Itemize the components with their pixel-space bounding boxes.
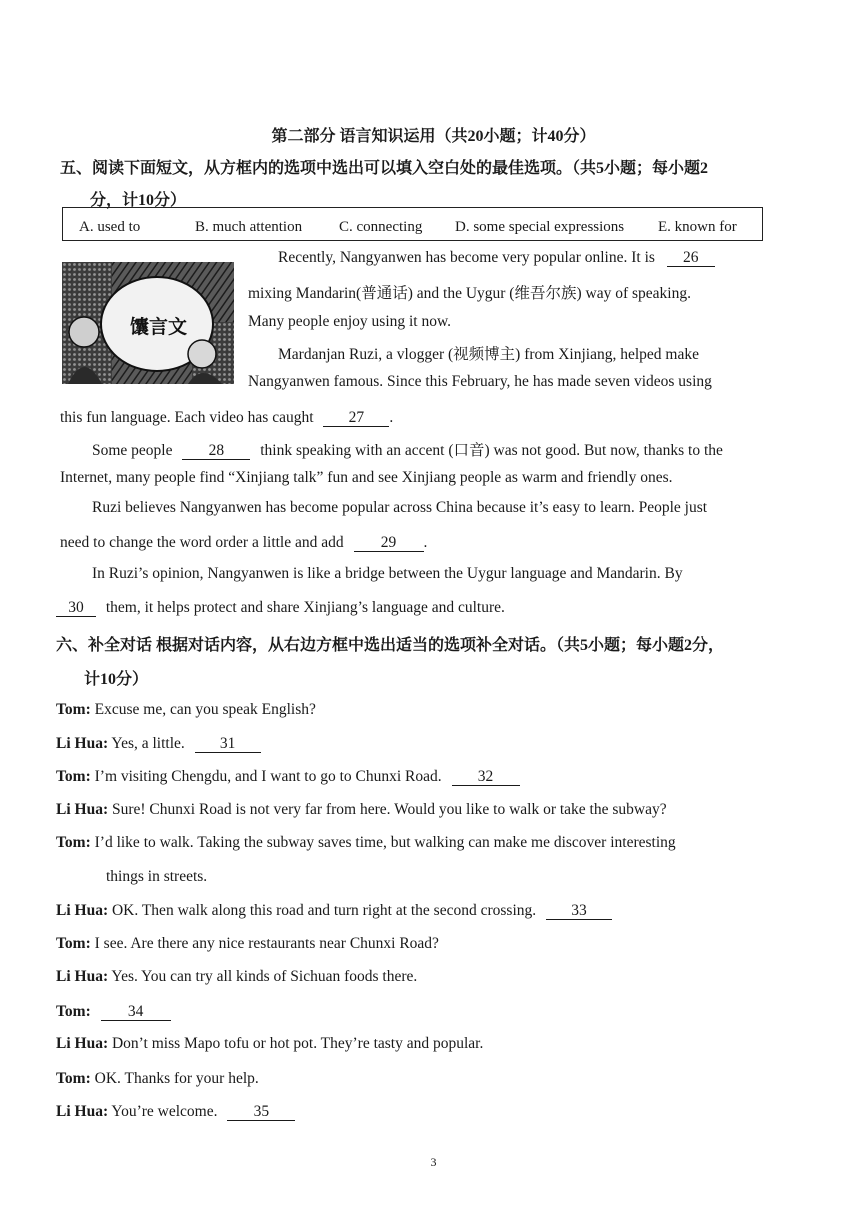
passage-line: need to change the word order a little and add 29 . [60,534,428,551]
passage-line: Ruzi believes Nangyanwen has become popular across China because it’s easy to learn. People just [92,499,708,516]
dialogue-text: Yes. You can try all kinds of Sichuan foods there. [111,968,418,985]
blank-33: 33 [546,903,612,920]
speaker-label: Li Hua: [56,1035,109,1052]
options-box [62,207,763,241]
section6-heading-cont: 计10分） [84,671,149,688]
passage-text: Some people [92,442,173,459]
passage-text: Recently, Nangyanwen has become very popular online. It is [278,249,655,266]
part-title: 第二部分 语言知识运用（共20小题；计40分） [271,128,596,145]
page-number: 3 [430,1155,437,1169]
option-e: E. known for [658,219,737,235]
option-d: D. some special expressions [455,219,625,235]
dialogue-text: OK. Thanks for your help. [94,1070,259,1087]
dialogue-text: I’d like to walk. Taking the subway saves time, but walking can make me discover interesting [94,834,676,851]
nangyanwen-illustration [62,262,234,384]
passage-text: them, it helps protect and share Xinjiang’s language and culture. [105,599,505,616]
dialogue-line [56,735,261,753]
speaker-label: Li Hua: [56,968,109,985]
option-b: B. much attention [195,219,303,235]
dialogue-text: You’re welcome. [111,1103,218,1120]
dialogue-line [56,701,316,719]
blank-32: 32 [452,769,520,786]
option-a: A. used to [79,219,141,235]
dialogue-line [56,834,676,852]
dialogue-line [56,1003,171,1021]
dialogue-text: Don’t miss Mapo tofu or hot pot. They’re tasty and popular. [111,1035,484,1052]
blank-27: 27 [323,410,389,427]
speaker-label: Tom: [56,701,91,718]
passage-line: Nangyanwen famous. Since this February, he has made seven videos using [248,373,712,390]
speaker-label: Li Hua: [56,735,109,752]
blank-28: 28 [182,443,250,460]
passage-line [92,438,723,460]
illustration-caption: 馕言文 [130,316,188,338]
dialogue-text: I’m visiting Chengdu, and I want to go to Chunxi Road. [94,768,442,785]
passage-line: In Ruzi’s opinion, Nangyanwen is like a bridge between the Uygur language and Mandarin. By [92,565,683,582]
speaker-label: Tom: [56,1070,91,1087]
passage-line: this fun language. Each video has caught 27 . [60,409,394,426]
blank-34: 34 [101,1004,171,1021]
blank-26: 26 [667,250,715,267]
speaker-label: Li Hua: [56,902,109,919]
blank-31: 31 [195,736,261,753]
dialogue-text: Yes, a little. [111,735,185,752]
dialogue-text: OK. Then walk along this road and turn right at the second crossing. [111,902,537,919]
passage-line: Many people enjoy using it now. [248,313,452,330]
passage-text: think speaking with an accent (口音) was not good. But now, thanks to the [260,442,723,459]
dialogue-text: Sure! Chunxi Road is not very far from here. Would you like to walk or take the subway? [111,801,667,818]
speaker-label: Tom: [56,768,91,785]
dialogue-line [56,768,520,786]
dialogue-text: Excuse me, can you speak English? [94,701,316,718]
speaker-label: Tom: [56,1003,91,1020]
speaker-label: Tom: [56,935,91,952]
dialogue-line [56,1103,295,1121]
dialogue-line [56,935,439,953]
dialogue-line-cont: things in streets. [106,868,208,885]
dialogue-line [56,1035,483,1053]
blank-30: 30 [56,600,96,617]
speaker-label: Li Hua: [56,801,109,818]
passage-line [56,599,505,617]
speaker-label: Li Hua: [56,1103,109,1120]
passage-line: Mardanjan Ruzi, a vlogger (视频博主) from Xinjiang, helped make [278,346,699,363]
blank-29: 29 [354,535,424,552]
section5-heading-cont: 分，计10分） [90,192,187,209]
dialogue-line [56,801,667,819]
section6-heading: 六、补全对话 根据对话内容，从右边方框中选出适当的选项补全对话。（共5小题；每小题2分， [56,637,725,654]
dialogue-text: I see. Are there any nice restaurants near Chunxi Road? [94,935,439,952]
dialogue-line [56,902,612,920]
passage-line: Internet, many people find “Xinjiang talk” fun and see Xinjiang people as warm and friendly ones. [60,469,673,486]
blank-35: 35 [227,1104,295,1121]
dialogue-line [56,968,417,986]
speaker-label: Tom: [56,834,91,851]
passage-text: need to change the word order a little and add [60,534,344,551]
dialogue-line [56,1070,259,1088]
passage-line: mixing Mandarin(普通话) and the Uygur (维吾尔族) way of speaking. [248,285,691,302]
section5-heading: 五、阅读下面短文，从方框内的选项中选出可以填入空白处的最佳选项。（共5小题；每小题2 [60,160,709,177]
passage-line [278,249,715,267]
passage-text: this fun language. Each video has caught [60,409,314,426]
option-c: C. connecting [339,219,423,235]
